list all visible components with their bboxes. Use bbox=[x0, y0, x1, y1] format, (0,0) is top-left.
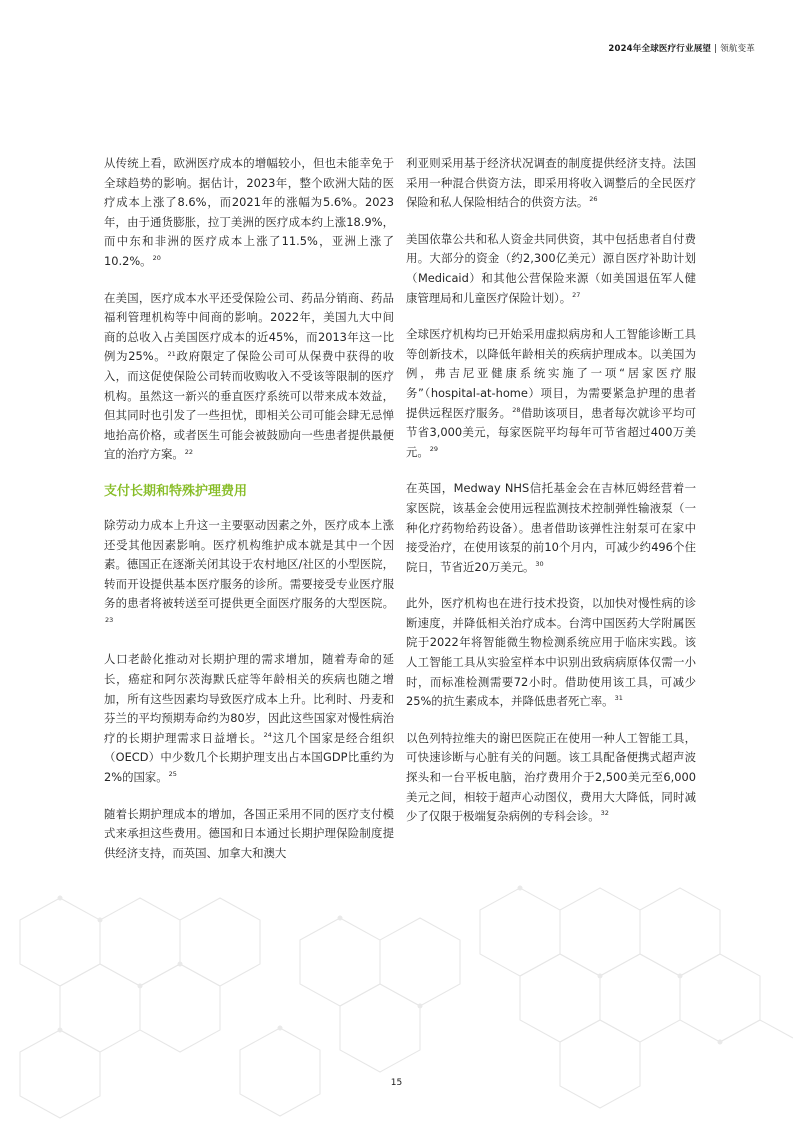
right-column bbox=[406, 154, 696, 844]
footnote-ref[interactable]: 20 bbox=[152, 254, 161, 263]
left-column bbox=[104, 154, 394, 880]
footnote-ref[interactable]: 29 bbox=[429, 444, 439, 453]
paragraph: 在美国，医疗成本水平还受保险公司、药品分销商、药品福利管理机构等中间商的影响。2022年，美国九大中间商的总收入占美国医疗成本的近45%，而2013年这一比例为25%。$^{21}$政府限定了保险公司可从保费中获得的收入，而这促使保险公司转而收购收入不受该等限制的医疗机构。虽然这一新兴的垂直医疗系统可以带来成本效益，但其同时也引发了一些担忧，即相关公司可能会肆无忌惮地抬高价格，或者医生可能会被鼓励向一些患者提供最便宜的治疗方案。$^{22}$ bbox=[104, 290, 394, 462]
page-number: 15 bbox=[390, 1078, 403, 1088]
footnote-ref[interactable]: 28 bbox=[512, 405, 521, 414]
paragraph: 美国依靠公共和私人资金共同供资，其中包括患者自付费用。大部分的资金（约2,300亿美元）源自医疗补助计划（Medicaid）和其他公营保险来源（如美国退伍军人健康管理局和儿童医疗保险计划）。$^{27}$ bbox=[406, 231, 696, 305]
footnote-ref[interactable]: 24 bbox=[263, 731, 272, 740]
header-subtitle: 领航变革 bbox=[720, 44, 755, 54]
footnote-ref[interactable]: 26 bbox=[589, 195, 598, 204]
header-separator: | bbox=[714, 44, 718, 54]
footnote-ref[interactable]: 21 bbox=[167, 349, 176, 358]
paragraph: 人口老龄化推动对长期护理的需求增加，随着寿命的延长，癌症和阿尔茨海默氏症等年龄相关的疾病也随之增加，所有这些因素均导致医疗成本上升。比利时、丹麦和芬兰的平均预期寿命约为80岁，因此这些国家对慢性病治疗的长期护理需求日益增长。$^{24}$这几个国家是经合组织（OECD）中少数几个长期护理支出占本国GDP比重约为2%的国家。$^{25}$ bbox=[104, 652, 394, 785]
footnote-ref[interactable]: 27 bbox=[572, 290, 581, 299]
footnote-ref[interactable]: 23 bbox=[105, 616, 114, 625]
paragraph: 随着长期护理成本的增加，各国正采用不同的医疗支付模式来承担这些费用。德国和日本通过长期护理保险制度提供经济支持，而英国、加拿大和澳大 bbox=[104, 806, 394, 860]
paragraph: 从传统上看，欧洲医疗成本的增幅较小，但也未能幸免于全球趋势的影响。据估计，2023年，整个欧洲大陆的医疗成本上涨了8.6%，而2021年的涨幅为5.6%。2023年，由于通货膨胀，拉丁美洲的医疗成本约上涨18.9%，而中东和非洲的医疗成本上涨了11.5%，亚洲上涨了10.2%。$^{20}$ bbox=[104, 156, 394, 268]
running-header bbox=[608, 42, 755, 54]
footnote-ref[interactable]: 31 bbox=[614, 694, 623, 703]
paragraph: 全球医疗机构均已开始采用虚拟病房和人工智能诊断工具等创新技术，以降低年龄相关的疾病护理成本。以美国为例，弗吉尼亚健康系统实施了一项“居家医疗服务”（hospital-at-home）项目，为需要紧急护理的患者提供远程医疗服务。$^{28}$借助该项目，患者每次就诊平均可节省3,000美元，每家医院平均每年可节省超过400万美元。$^{29}$ bbox=[406, 327, 696, 459]
header-title: 2024年全球医疗行业展望 bbox=[608, 44, 712, 54]
footnote-ref[interactable]: 32 bbox=[600, 809, 609, 818]
paragraph: 以色列特拉维夫的谢巴医院正在使用一种人工智能工具，可快速诊断与心脏有关的问题。该工具配备便携式超声波探头和一台平板电脑，治疗费用介于2,500美元至6,000美元之间，相较于超声心动图仪，费用大大降低，同时减少了仅限于极端复杂病例的专科会诊。$^{32}$ bbox=[406, 730, 696, 824]
footnote-ref[interactable]: 22 bbox=[184, 447, 194, 456]
paragraph: 此外，医疗机构也在进行技术投资，以加快对慢性病的诊断速度，并降低相关治疗成本。台湾中国医药大学附属医院于2022年将智能微生物检测系统应用于临床实践。该人工智能工具从实验室样本中识别出致病病原体仅需一小时，而标准检测需要72小时。借助使用该工具，可减少25%的抗生素成本，并降低患者死亡率。$^{31}$ bbox=[406, 596, 696, 709]
paragraph: 除劳动力成本上升这一主要驱动因素之外，医疗成本上涨还受其他因素影响。医疗机构维护成本就是其中一个因素。德国正在逐渐关闭其设于农村地区/社区的小型医院，转而开设提供基本医疗服务的诊所。需要接受专业医疗服务的患者将被转送至可提供更全面医疗服务的大型医院。$^{23}$ bbox=[104, 517, 394, 625]
section-heading: 支付长期和特殊护理费用 bbox=[104, 483, 248, 499]
paragraph: 在英国，Medway NHS信托基金会在吉林厄姆经营着一家医院，该基金会使用远程监测技术控制弹性输液泵（一种化疗药物给药设备）。患者借助该弹性注射泵可在家中接受治疗，在使用该泵的前10个月内，可减少约496个住院日，节省近20万美元。$^{30}$ bbox=[406, 481, 696, 574]
footnote-ref[interactable]: 30 bbox=[535, 559, 544, 568]
paragraph: 利亚则采用基于经济状况调查的制度提供经济支持。法国采用一种混合供资方法，即采用将收入调整后的全民医疗保险和私人保险相结合的供资方法。$^{26}$ bbox=[406, 156, 696, 210]
footnote-ref[interactable]: 25 bbox=[168, 770, 177, 779]
